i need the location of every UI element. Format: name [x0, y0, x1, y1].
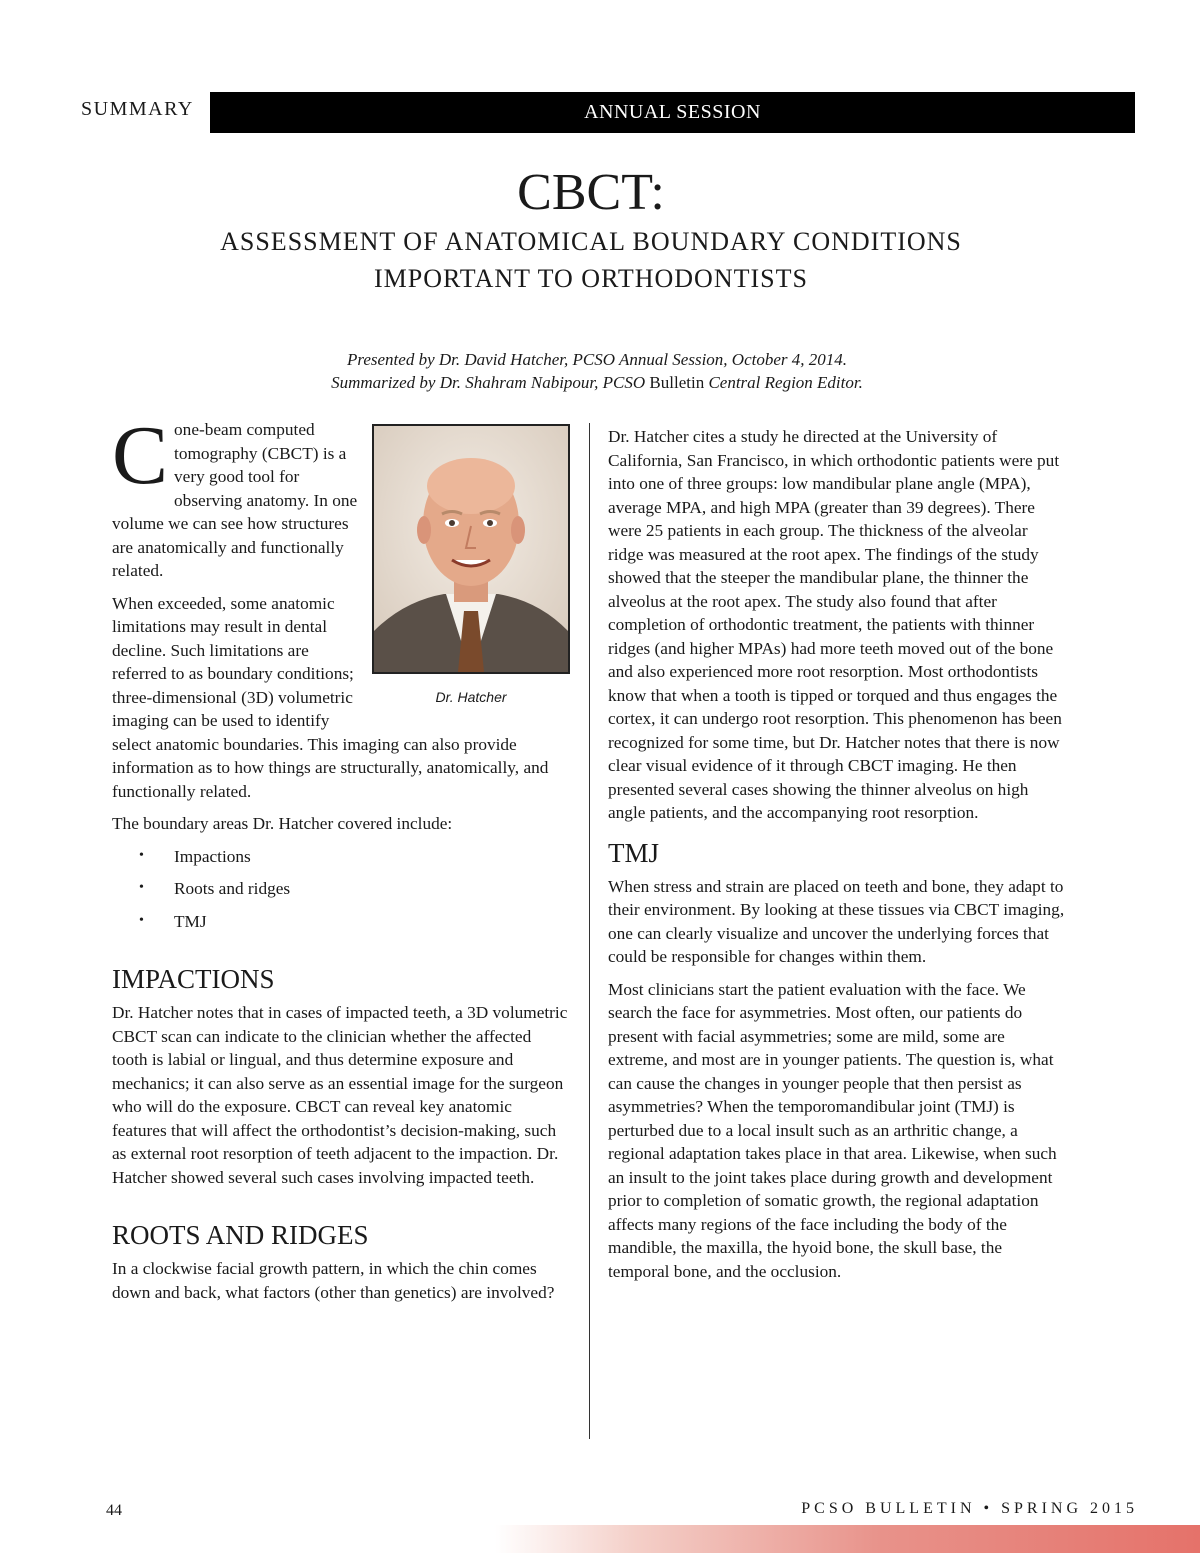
body-paragraph: When exceeded, some anatomic limitations may result in dental decline. Such limitations are referred to as boundary conditions; three-dimensional (3D) volumetric imaging can be used to identify select anatomic boundaries. This imaging can also provide information as to how things are structurally, anatomically, and functionally related. — [112, 593, 549, 801]
byline — [0, 348, 1194, 394]
body-paragraph: The boundary areas Dr. Hatcher covered include: — [112, 814, 453, 833]
list-item: • Impactions — [112, 845, 568, 869]
body-paragraph: Most clinicians start the patient evaluation with the face. We search the face for asymmetries. Most often, our patients do present with facial asymmetries; some are mild, some are extreme, and most are in younger patients. The question is, what can cause the changes in younger people that then persist as asymmetries? When the temporomandibular joint (TMJ) is perturbed due to a local insult such as an arthritic change, a regional adaptation takes place in that area. Likewise, when such an insult to the joint takes place during growth and development prior to completion of somatic growth, the regional adaptation affects many regions of the face including the body of the mandible, the maxilla, the hyoid bone, the skull base, the temporal bone, and the occlusion. — [608, 979, 1057, 1281]
byline-text: Summarized by Dr. Shahram Nabipour, PCSO — [331, 373, 646, 392]
heading-tmj: TMJ — [608, 837, 660, 868]
body-paragraph: Dr. Hatcher notes that in cases of impacted teeth, a 3D volumetric CBCT scan can indicate to the clinician whether the affected tooth is labial or lingual, and thus determine exposure and mechanics; it can also serve as an essential image for the surgeon who will do the exposure. CBCT can reveal key anatomic features that will affect the orthodontist’s decision-making, such as external root resorption of teeth adjacent to the impaction. Dr. Hatcher showed several such cases involving impacted teeth. — [112, 1003, 568, 1187]
article-subtitle — [0, 223, 1182, 297]
column-divider — [589, 423, 590, 1439]
subtitle-line: ASSESSMENT OF ANATOMICAL BOUNDARY CONDITIONS — [220, 227, 962, 256]
drop-cap: C — [112, 409, 169, 502]
left-column — [112, 409, 568, 1313]
footer-accent-bar — [495, 1525, 1200, 1553]
heading-impactions: IMPACTIONS — [112, 964, 275, 994]
byline-summarizer — [0, 371, 1194, 394]
right-column — [608, 425, 1066, 1292]
list-item: • Roots and ridges — [112, 877, 568, 901]
intro-text: one-beam computed tomography (CBCT) is a very good tool for observing anatomy. In one volume we can see how structures are anatomically and functionally related. — [112, 420, 358, 580]
boundary-areas-list — [112, 845, 568, 934]
list-item: • TMJ — [112, 910, 568, 934]
byline-presenter: Presented by Dr. David Hatcher, PCSO Annual Session, October 4, 2014. — [346, 350, 848, 369]
heading-roots-and-ridges: ROOTS AND RIDGES — [112, 1220, 369, 1250]
photo-figure — [372, 424, 570, 710]
body-paragraph: When stress and strain are placed on teeth and bone, they adapt to their environment. By looking at these tissues via CBCT imaging, one can clearly visualize and uncover the underlying forces that could be responsible for changes within them. — [608, 876, 1065, 966]
subtitle-line: IMPORTANT TO ORTHODONTISTS — [374, 264, 808, 293]
portrait-illustration — [374, 426, 568, 672]
body-paragraph: In a clockwise facial growth pattern, in which the chin comes down and back, what factors (other than genetics) are involved? — [112, 1259, 555, 1302]
body-paragraph: Dr. Hatcher cites a study he directed at the University of California, San Francisco, in which orthodontic patients were put into one of three groups: low mandibular plane angle (MPA), average MPA, and high MPA (greater than 39 degrees). There were 25 patients in each group. The thickness of the alveolar ridge was measured at the root apex. The findings of the study showed that the steeper the mandibular plane, the thinner the alveolus at the root apex. The study also found that after completion of orthodontic treatment, the patients with thinner ridges (and higher MPAs) had more teeth moved out of the bone and also experienced more root resorption. Most orthodontists know that when a tooth is tipped or torqued and thus engages the cortex, it can undergo root resorption. This phenomenon has been recognized for some time, but Dr. Hatcher notes that there is now clear visual evidence of it through CBCT imaging. He then presented several cases showing the thinner alveolus on high angle patients, and the accompanying root resorption. — [608, 427, 1062, 822]
page-number: 44 — [106, 1502, 122, 1519]
portrait-photo — [372, 424, 570, 674]
photo-caption: Dr. Hatcher — [435, 689, 507, 705]
article-title: CBCT: — [517, 164, 665, 221]
section-label: SUMMARY — [81, 98, 194, 120]
byline-role: Central Region Editor. — [708, 373, 863, 392]
publication-footer: PCSO BULLETIN • SPRING 2015 — [801, 1500, 1138, 1517]
section-banner: ANNUAL SESSION — [210, 92, 1135, 133]
byline-publication: Bulletin — [649, 373, 705, 392]
